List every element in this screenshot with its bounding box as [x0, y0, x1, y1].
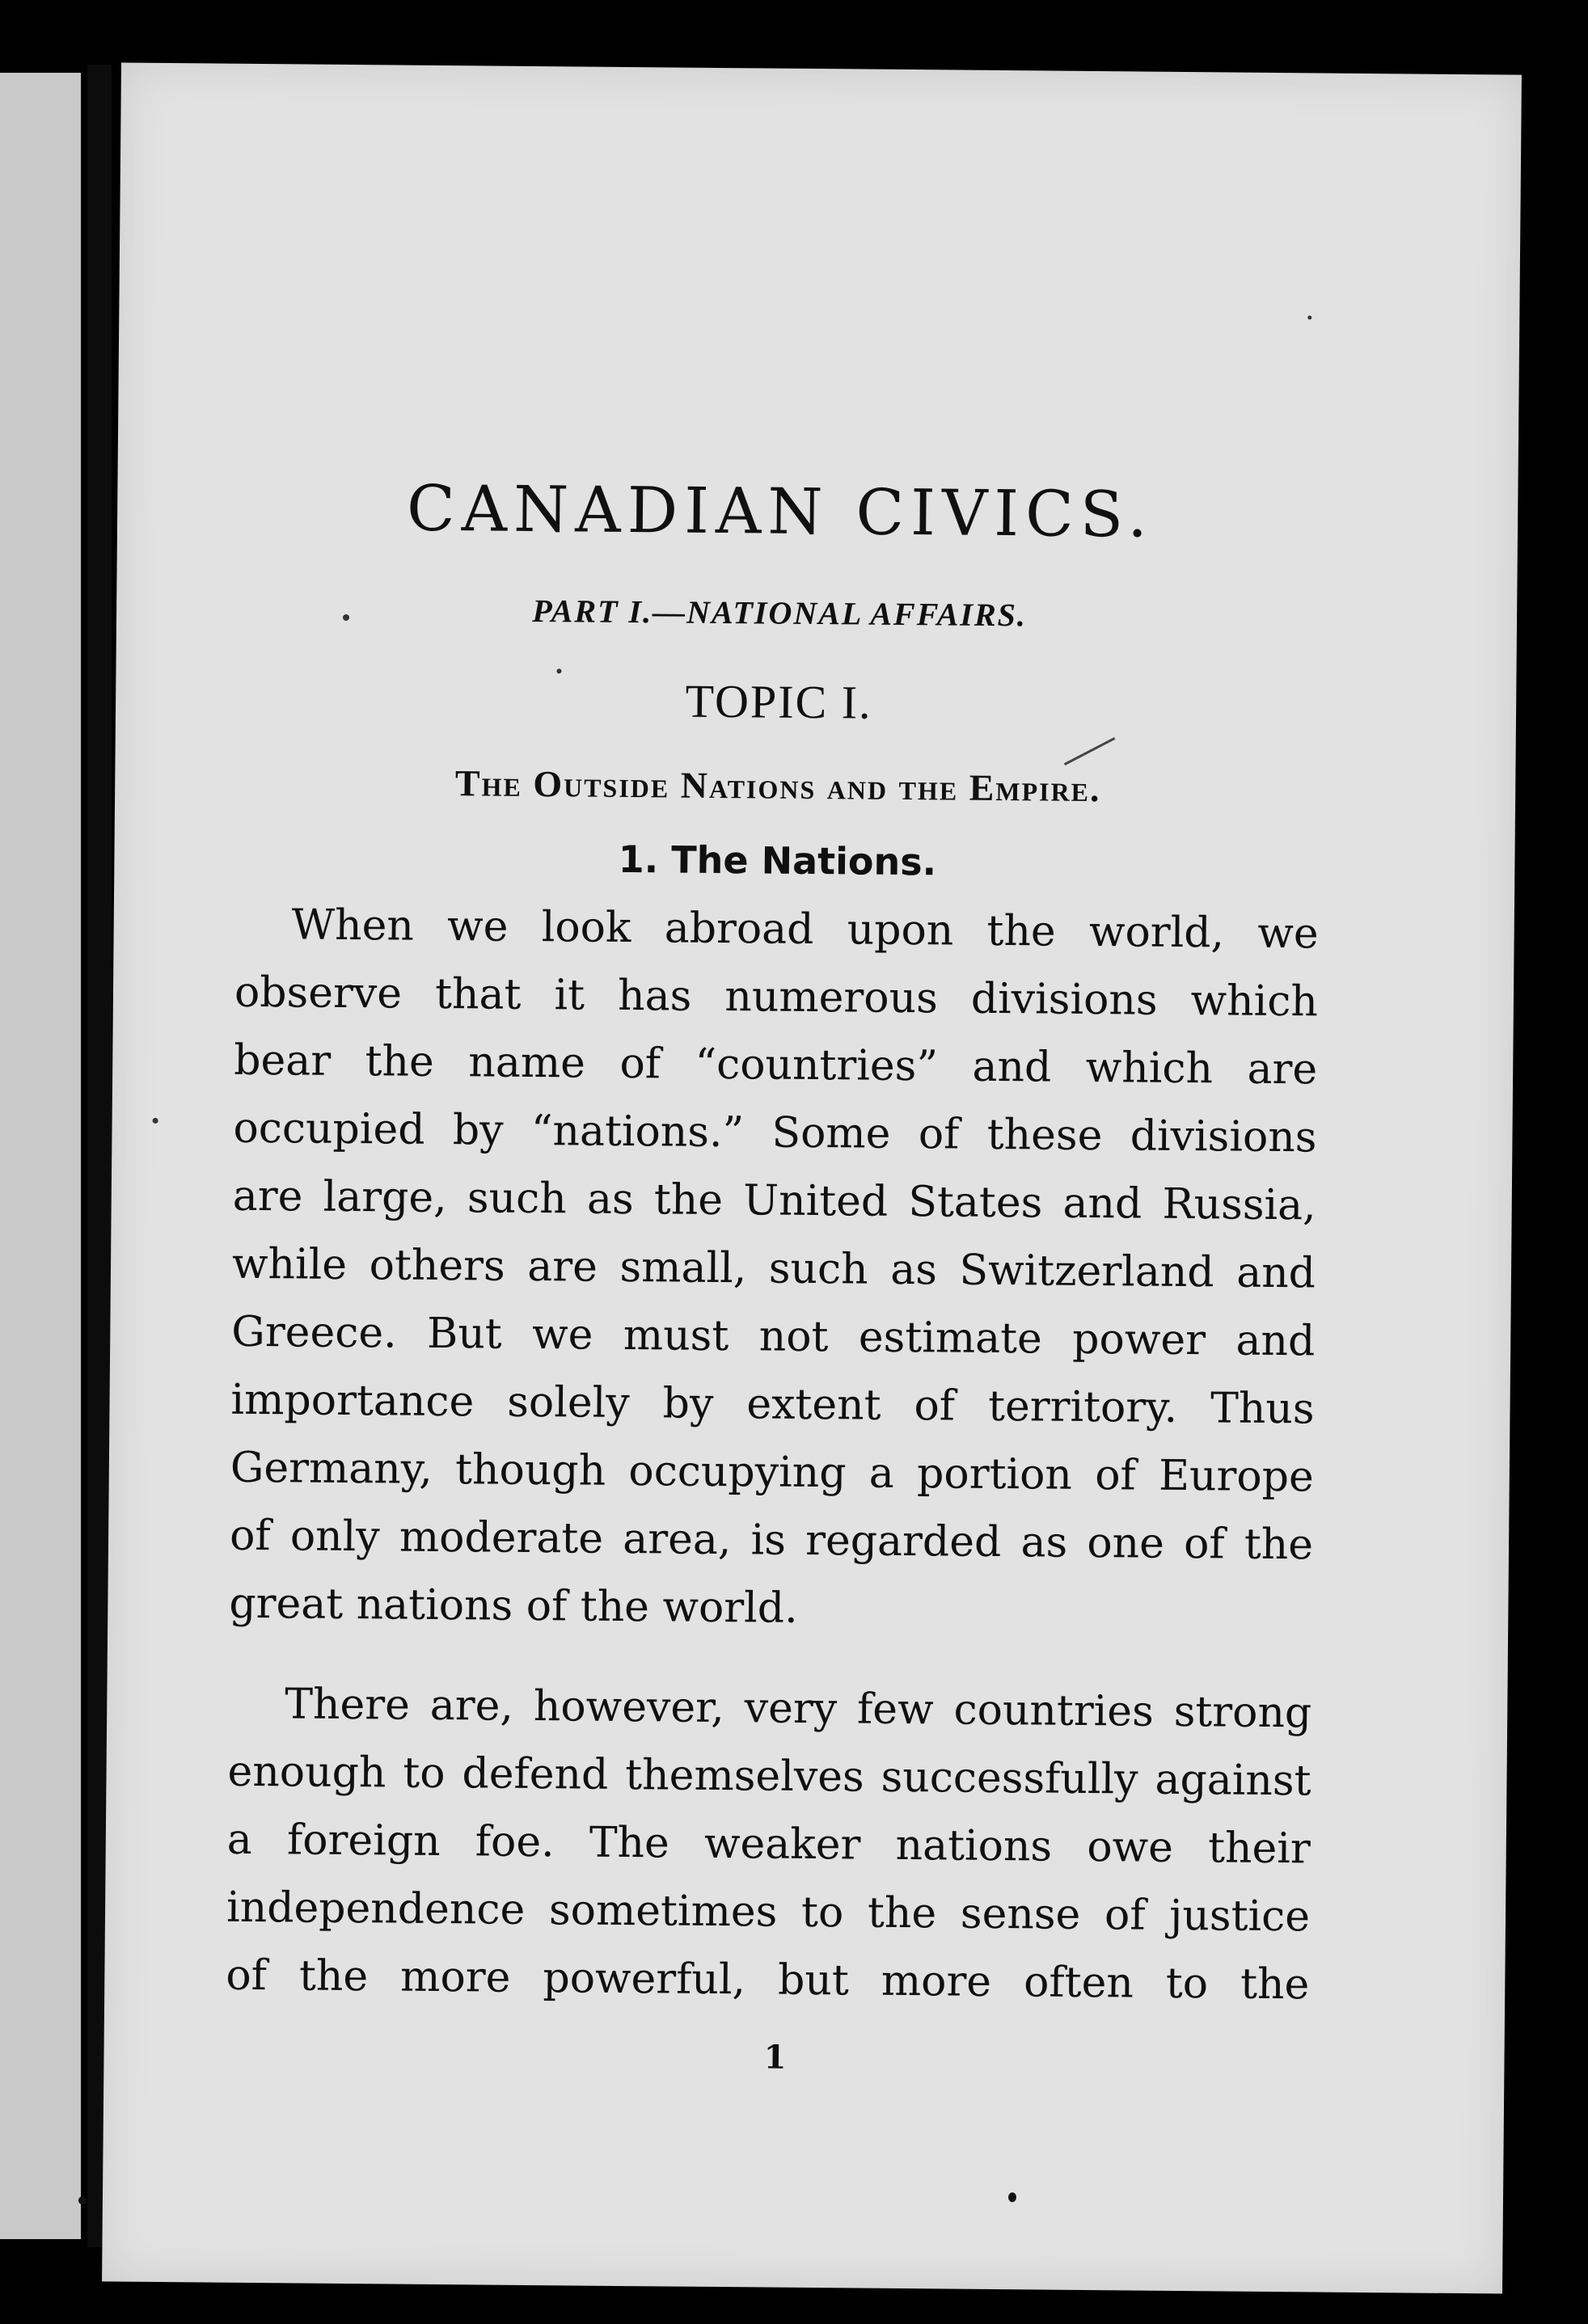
dust-speck	[1008, 2192, 1016, 2202]
text-line: of only moderate area, is regarded as one of the	[229, 1511, 1314, 1570]
dust-speck	[78, 2196, 87, 2204]
topic-heading: TOPIC I.	[685, 674, 872, 729]
book-page	[102, 62, 1522, 2293]
paragraph-2	[226, 1670, 1312, 2019]
text-line: occupied by “nations.” Some of these divisions	[233, 1103, 1317, 1162]
text-line: Greece. But we must not estimate power and	[231, 1307, 1316, 1366]
text-line: When we look abroad upon the world, we	[291, 900, 1319, 959]
text-line: a foreign foe. The weaker nations owe their	[226, 1815, 1311, 1874]
topic-subtitle: The Outside Nations and the Empire.	[454, 762, 1101, 810]
text-line: There are, however, very few countries strong	[285, 1680, 1312, 1738]
text-line: are large, such as the United States and Russia,	[232, 1171, 1316, 1230]
text-line: observe that it has numerous divisions which	[234, 968, 1319, 1027]
text-line: great nations of the world.	[229, 1579, 798, 1633]
text-line: of the more powerful, but more often to the	[226, 1951, 1310, 2010]
text-line: importance solely by extent of territory. Thus	[230, 1375, 1315, 1434]
text-line: Germany, though occupying a portion of Europe	[230, 1443, 1315, 1502]
text-line: bear the name of “countries” and which are	[233, 1035, 1318, 1095]
paragraph-1	[229, 891, 1319, 1647]
text-line: independence sometimes to the sense of justice	[226, 1883, 1311, 1942]
section-heading: 1. The Nations.	[618, 837, 937, 884]
part-heading: PART I.—NATIONAL AFFAIRS.	[532, 592, 1028, 634]
text-line: enough to defend themselves successfully against	[227, 1747, 1311, 1806]
text-line: while others are small, such as Switzerland and	[231, 1239, 1316, 1298]
facing-page-edge	[0, 73, 81, 2239]
page-text-block	[225, 64, 1326, 2081]
dust-speck	[153, 1118, 158, 1124]
book-title: CANADIAN CIVICS.	[406, 472, 1155, 552]
page-number: 1	[763, 2038, 787, 2077]
